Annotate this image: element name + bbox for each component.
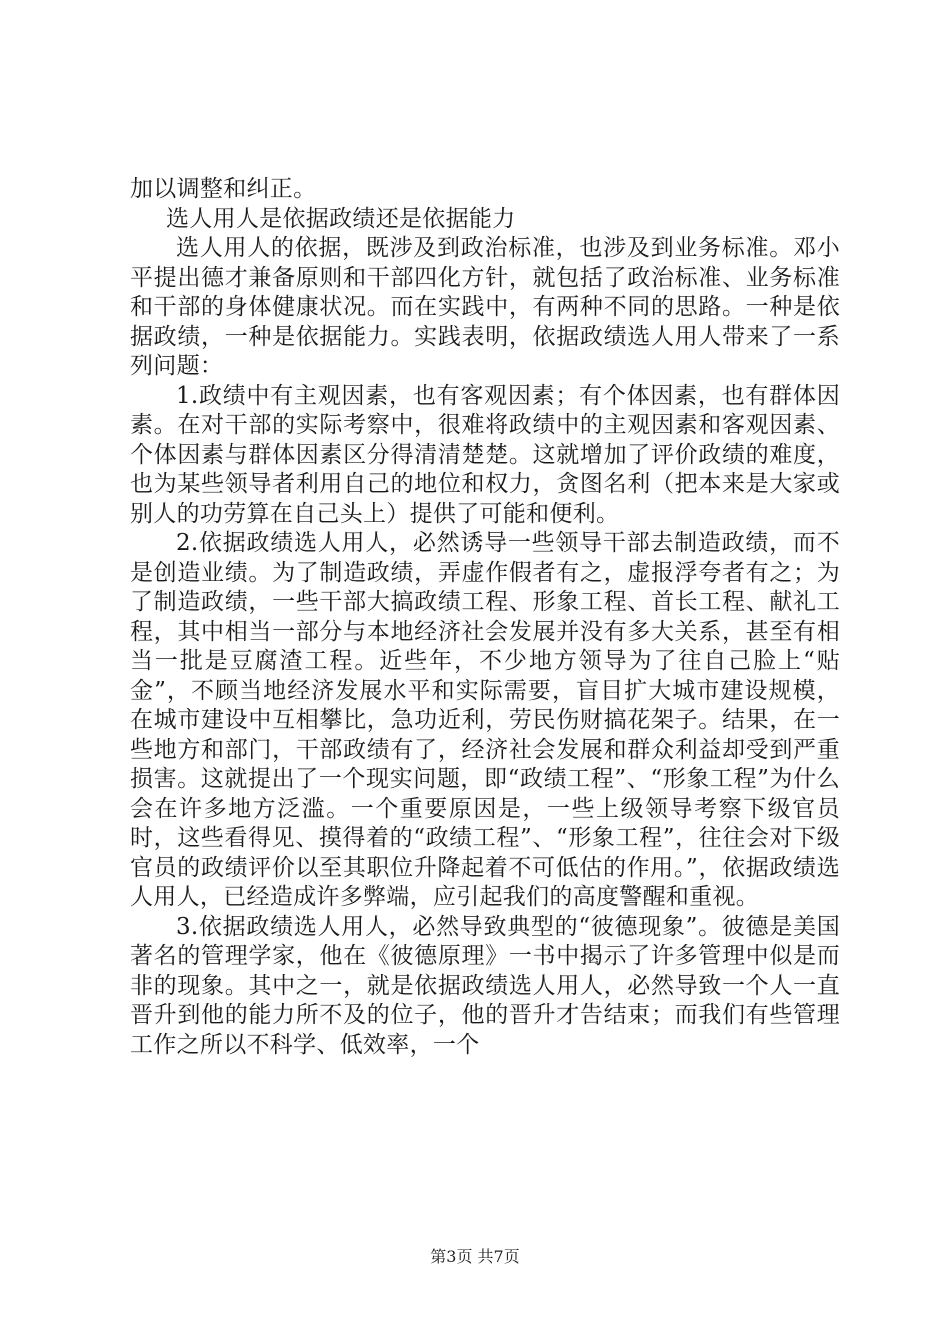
section-heading: 选人用人是依据政绩还是依据能力: [166, 205, 516, 232]
document-body: [130, 175, 840, 1060]
paragraph-point-2: 2.依据政绩选人用人，必然诱导一些领导干部去制造政绩，而不是创造业绩。为了制造政绩，弄虚作假者有之，虚报浮夸者有之；为了制造政绩，一些干部大搞政绩工程、形象工程、首长工程、献礼工程，其中相当一部分与本地经济社会发展并没有多大关系，甚至有相当一批是豆腐渣工程。近些年，不少地方领导为了往自己脸上“贴金”，不顾当地经济发展水平和实际需要，盲目扩大城市建设规模，在城市建设中互相攀比，急功近利，劳民伤财搞花架子。结果，在一些地方和部门，干部政绩有了，经济社会发展和群众利益却受到严重损害。这就提出了一个现实问题，即“政绩工程”、“形象工程”为什么会在许多地方泛滥。一个重要原因是，一些上级领导考察下级官员时，这些看得见、摸得着的“政绩工程”、“形象工程”，往往会对下级官员的政绩评价以至其职位升降起着不可低估的作用。”，依据政绩选人用人，已经造成许多弊端，应引起我们的高度警醒和重视。: [130, 530, 840, 910]
paragraph-continuation: 加以调整和纠正。: [130, 176, 317, 202]
paragraph-point-1: 1.政绩中有主观因素，也有客观因素；有个体因素，也有群体因素。在对干部的实际考察中，很难将政绩中的主观因素和客观因素、个体因素与群体因素区分得清清楚楚。这就增加了评价政绩的难度，也为某些领导者利用自己的地位和权力，贪图名利（把本来是大家或别人的功劳算在自己头上）提供了可能和便利。: [130, 382, 840, 527]
paragraph-point-3: 3.依据政绩选人用人，必然导致典型的“彼德现象”。彼德是美国著名的管理学家，他在《彼德原理》一书中揭示了许多管理中似是而非的现象。其中之一，就是依据政绩选人用人，必然导致一个人一直晋升到他的能力所不及的位子，他的晋升才告结束；而我们有些管理工作之所以不科学、低效率，一个: [130, 913, 840, 1058]
paragraph-intro: 选人用人的依据，既涉及到政治标准，也涉及到业务标准。邓小平提出德才兼备原则和干部四化方针，就包括了政治标准、业务标准和干部的身体健康状况。而在实践中，有两种不同的思路。一种是依据政绩，一种是依据能力。实践表明，依据政绩选人用人带来了一系列问题：: [130, 235, 840, 379]
page-number-label: 第3页 共7页: [430, 1247, 520, 1266]
page-footer: [0, 1244, 950, 1267]
